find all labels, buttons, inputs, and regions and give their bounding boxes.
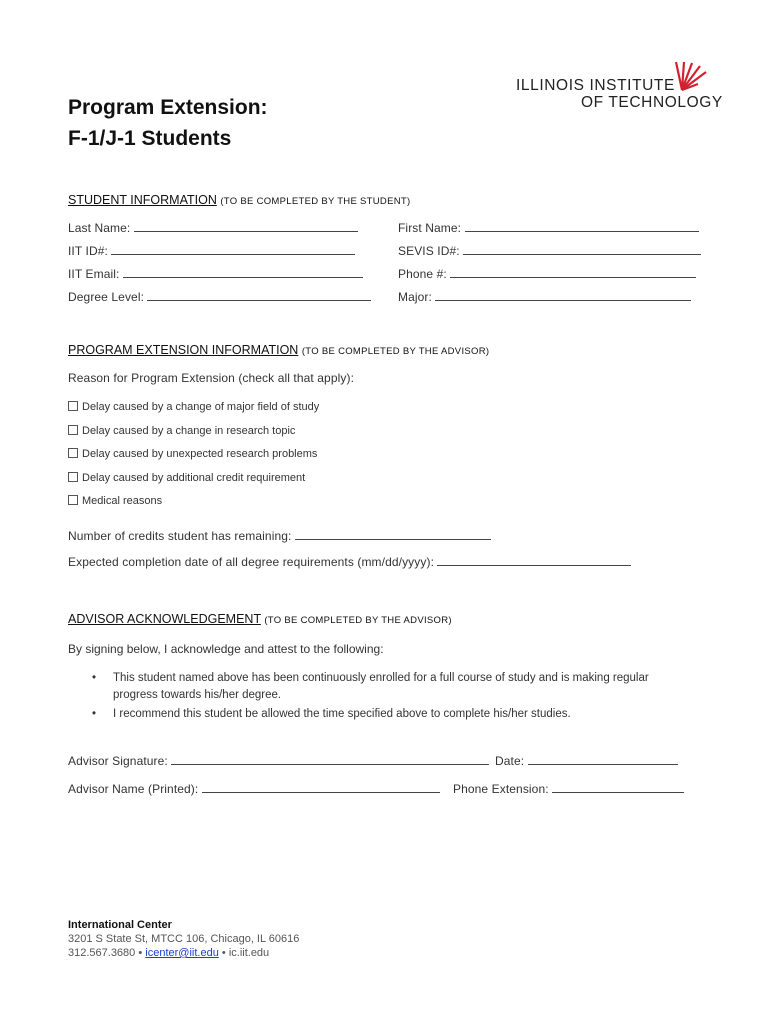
title-line-1: Program Extension:	[68, 96, 268, 119]
iit-id-label: IIT ID#:	[68, 244, 108, 258]
advisor-name-label: Advisor Name (Printed):	[68, 782, 199, 796]
degree-level-field[interactable]	[68, 290, 371, 304]
title-line-2: F-1/J-1 Students	[68, 127, 232, 150]
advisor-signature-field[interactable]	[68, 754, 489, 768]
phone-extension-label: Phone Extension:	[453, 782, 549, 796]
logo-line-1: ILLINOIS INSTITUTE	[516, 77, 675, 94]
checkbox-icon[interactable]	[68, 448, 78, 458]
phone-extension-line[interactable]	[552, 782, 684, 793]
advisor-heading-note: (TO BE COMPLETED BY THE ADVISOR)	[264, 615, 452, 626]
illinois-tech-red-burst-icon	[668, 60, 712, 94]
footer	[68, 918, 299, 960]
reason-checkbox[interactable]	[68, 425, 295, 437]
acknowledgement-intro: By signing below, I acknowledge and attest to the following:	[68, 642, 384, 656]
student-heading-note: (TO BE COMPLETED BY THE STUDENT)	[220, 196, 411, 207]
iit-email-field[interactable]	[68, 267, 363, 281]
completion-date-label: Expected completion date of all degree requirements (mm/dd/yyyy):	[68, 555, 435, 569]
sevis-id-line[interactable]	[463, 244, 701, 255]
checkbox-icon[interactable]	[68, 425, 78, 435]
reason-label: Delay caused by additional credit requirement	[82, 472, 306, 484]
sevis-id-field[interactable]	[398, 244, 701, 258]
reason-checkbox[interactable]	[68, 448, 317, 460]
checkbox-icon[interactable]	[68, 472, 78, 482]
bullet-dot: •	[92, 708, 97, 720]
footer-email-link[interactable]: icenter@iit.edu	[145, 947, 219, 959]
footer-org: International Center	[68, 919, 172, 931]
last-name-field[interactable]	[68, 221, 358, 235]
iit-id-field[interactable]	[68, 244, 355, 258]
bullet-dot: •	[92, 672, 97, 684]
iit-email-line[interactable]	[123, 267, 363, 278]
advisor-name-line[interactable]	[202, 782, 440, 793]
date-line[interactable]	[528, 754, 678, 765]
credits-remaining-line[interactable]	[295, 529, 491, 540]
phone-extension-field[interactable]	[453, 782, 684, 796]
date-label: Date:	[495, 754, 525, 768]
credits-remaining-field[interactable]	[68, 529, 491, 543]
advisor-section-heading	[68, 612, 452, 626]
acknowledgement-bullet-text: This student named above has been continuously enrolled for a full course of study and is making regular progress towards his/her degree.	[113, 672, 649, 701]
completion-date-field[interactable]	[68, 555, 631, 569]
footer-website[interactable]: ic.iit.edu	[228, 947, 270, 959]
footer-contact	[68, 946, 299, 960]
footer-phone: 312.567.3680	[68, 947, 136, 959]
reason-checkbox[interactable]	[68, 472, 305, 484]
iit-id-line[interactable]	[111, 244, 355, 255]
acknowledgement-bullet	[92, 670, 673, 704]
acknowledgement-bullet-text: I recommend this student be allowed the time specified above to complete his/her studies.	[113, 708, 571, 720]
phone-field[interactable]	[398, 267, 696, 281]
last-name-label: Last Name:	[68, 221, 131, 235]
major-field[interactable]	[398, 290, 691, 304]
last-name-line[interactable]	[134, 221, 358, 232]
first-name-field[interactable]	[398, 221, 699, 235]
extension-heading-text: PROGRAM EXTENSION INFORMATION	[68, 343, 299, 357]
phone-label: Phone #:	[398, 267, 447, 281]
completion-date-line[interactable]	[437, 555, 631, 566]
extension-heading-note: (TO BE COMPLETED BY THE ADVISOR)	[301, 346, 490, 357]
date-field[interactable]	[495, 754, 678, 768]
footer-separator: •	[138, 947, 143, 959]
phone-line[interactable]	[450, 267, 696, 278]
credits-remaining-label: Number of credits student has remaining:	[68, 529, 292, 543]
iit-email-label: IIT Email:	[68, 267, 120, 281]
reason-label: Medical reasons	[82, 495, 163, 507]
footer-address: 3201 S State St, MTCC 106, Chicago, IL 60616	[68, 933, 300, 945]
student-section-heading	[68, 193, 410, 207]
first-name-line[interactable]	[465, 221, 699, 232]
student-heading-text: STUDENT INFORMATION	[68, 193, 217, 207]
checkbox-icon[interactable]	[68, 401, 78, 411]
advisor-name-field[interactable]	[68, 782, 440, 796]
major-line[interactable]	[435, 290, 691, 301]
acknowledgement-bullet	[92, 706, 673, 723]
reason-checkbox[interactable]	[68, 401, 319, 413]
iit-logo	[508, 60, 722, 110]
advisor-signature-line[interactable]	[171, 754, 489, 765]
major-label: Major:	[398, 290, 432, 304]
logo-line-2: OF TECHNOLOGY	[581, 94, 723, 111]
advisor-heading-text: ADVISOR ACKNOWLEDGEMENT	[68, 612, 261, 626]
degree-level-label: Degree Level:	[68, 290, 145, 304]
first-name-label: First Name:	[398, 221, 462, 235]
sevis-id-label: SEVIS ID#:	[398, 244, 460, 258]
reason-label: Delay caused by a change of major field of study	[82, 401, 320, 413]
reason-checkbox[interactable]	[68, 495, 162, 507]
checkbox-icon[interactable]	[68, 495, 78, 505]
extension-section-heading	[68, 343, 489, 357]
reason-label: Delay caused by unexpected research problems	[82, 448, 318, 460]
page-title	[68, 92, 268, 154]
reason-label: Delay caused by a change in research topic	[82, 425, 296, 437]
footer-separator: •	[221, 947, 226, 959]
reason-prompt: Reason for Program Extension (check all that apply):	[68, 371, 354, 385]
advisor-signature-label: Advisor Signature:	[68, 754, 168, 768]
degree-level-line[interactable]	[147, 290, 371, 301]
